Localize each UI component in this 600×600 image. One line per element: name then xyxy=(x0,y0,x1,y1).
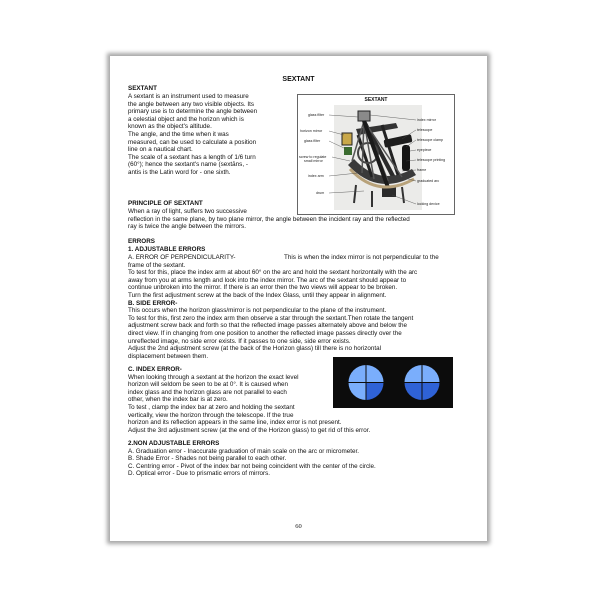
error-a-line: Turn the first adjustment screw at the back of the Index Glass, until they appear in alignment. xyxy=(128,292,387,299)
error-b-heading: B. SIDE ERROR- xyxy=(128,299,178,307)
error-c-line: index glass and the horizon glass are not parallel to each xyxy=(128,388,287,396)
adjustable-errors-heading: 1. ADJUSTABLE ERRORS xyxy=(128,246,206,253)
error-b-line: adjustment screw back and forth so that the reflected image passes alternately above and below the xyxy=(128,322,407,330)
error-c-line: horizon and its reflection appears in the same line, index error is not present. xyxy=(128,419,342,427)
error-b-line: unreflected image, no side error exists. If it passes to one side, side error exists. xyxy=(128,337,351,345)
error-c-line: other, when the index bar is at zero. xyxy=(128,396,228,404)
intro-line: known as the object's altitude. xyxy=(128,123,212,131)
non-adjustable-line: D. Optical error - Due to prismatic errors of mirrors. xyxy=(128,470,271,478)
error-a-line: To test for this, place the index arm at about 60° on the arc and hold the sextant horizontally with the arc xyxy=(128,269,418,277)
error-c-line: horizon will seldom be seen to be at 0°. It is caused when xyxy=(128,381,289,389)
error-c-heading: C. INDEX ERROR- xyxy=(128,366,182,373)
intro-heading: SEXTANT xyxy=(128,85,157,92)
principle-line: ray is twice the angle between the mirrors. xyxy=(128,223,246,231)
label-index-arm: index arm xyxy=(308,174,324,178)
label-telescope-printing: telescope printing xyxy=(417,158,446,162)
non-adjustable-line: A. Graduation error - Inaccurate graduation of main scale on the arc or micrometer. xyxy=(128,447,359,455)
label-glass-filter: glass filter xyxy=(308,113,325,117)
label-graduated-arc: graduated arc xyxy=(417,179,440,183)
error-b-line: displacement between them. xyxy=(128,352,209,360)
disc-quadrant xyxy=(405,365,423,383)
error-c-line: vertically, view the horizon through the telescope. If the true xyxy=(128,411,294,419)
intro-line: the angle between any two visible objects. Its xyxy=(128,100,255,108)
errors-heading: ERRORS xyxy=(128,238,155,245)
intro-line: The angle, and the time when it was xyxy=(128,131,229,138)
disc-quadrant xyxy=(366,365,384,383)
disc-quadrant xyxy=(366,383,384,401)
disc-quadrant xyxy=(422,383,440,401)
intro-line: The scale of a sextant has a length of 1/6 turn xyxy=(128,153,256,161)
intro-line: primary use is to determine the angle between xyxy=(128,108,258,116)
error-b-line: Adjust the 2nd adjustment screw (at the back of the Horizon glass) till there is no horizontal xyxy=(128,345,382,353)
intro-line: A sextant is an instrument used to measure xyxy=(128,93,249,100)
label-telescope-clamp: telescope clamp xyxy=(417,138,443,142)
label-telescope: telescope xyxy=(417,128,433,132)
document-page xyxy=(110,56,487,541)
error-c-line: To test , clamp the index bar at zero and holding the sextant xyxy=(128,404,295,411)
index-error-illustration xyxy=(333,357,453,408)
disc-quadrant xyxy=(405,383,423,401)
error-a-label: A. ERROR OF PERPENDICULARITY- xyxy=(128,254,236,261)
error-b-line: direct view. If in changing from one position to another the reflected image passes directly over the xyxy=(128,330,402,337)
error-b-line: This occurs when the horizon glass/mirror is not perpendicular to the plane of the instrument. xyxy=(128,307,387,315)
sextant-diagram xyxy=(297,94,455,215)
intro-line: line on a nautical chart. xyxy=(128,146,193,154)
label-locking-device: locking device xyxy=(417,202,440,206)
label-screw-regulate: screw to regulate xyxy=(299,155,327,159)
disc-quadrant xyxy=(422,365,440,383)
label-small-mirror: small mirror xyxy=(304,159,323,163)
error-a-line: frame of the sextant. xyxy=(128,261,186,269)
disc-quadrant xyxy=(349,383,367,401)
disc-without-error xyxy=(405,365,440,400)
error-c-line: Adjust the 3rd adjustment screw (at the end of the Horizon glass) to get rid of this error. xyxy=(128,426,371,434)
disc-with-error xyxy=(349,365,384,400)
error-c-line: When looking through a sextant at the horizon the exact level xyxy=(128,373,299,381)
error-a-first-line: This is when the index mirror is not perpendicular to the xyxy=(284,254,439,261)
label-drum: drum xyxy=(316,191,325,195)
label-eyepiece: eyepiece xyxy=(417,148,432,152)
error-a-line: continue unbroken into the mirror. If there is an error then the two views will appear to be broken. xyxy=(128,284,398,292)
intro-line: measured, can be used to calculate a position xyxy=(128,138,257,146)
label-frame: frame xyxy=(417,168,427,172)
page-number: 60 xyxy=(295,523,302,530)
label-horizon-mirror: horizon mirror xyxy=(300,129,323,133)
non-adjustable-line: C. Centring error - Pivot of the index bar not being coincident with the center of the circle. xyxy=(128,462,376,470)
non-adjustable-line: B. Shade Error - Shades not being parallel to each other. xyxy=(128,455,287,463)
principle-line: reflection in the same plane, by two plane mirror, the angle between the incident ray and the reflected xyxy=(128,215,410,223)
intro-line: a celestial object and the horizon which is xyxy=(128,115,244,123)
intro-line: (60°); hence the sextant's name (sextāns, - xyxy=(128,161,248,169)
label-index-mirror: index mirror xyxy=(417,118,436,122)
page-title: SEXTANT xyxy=(282,76,315,83)
intro-line: antis is the Latin word for - one sixth. xyxy=(128,169,231,176)
non-adjustable-heading: 2.NON ADJUSTABLE ERRORS xyxy=(128,440,220,447)
principle-line: When a ray of light, suffers two successive xyxy=(128,208,247,215)
error-b-line: To test for this, first zero the index arm then observe a star through the sextant.Then rotate the tangent xyxy=(128,314,414,322)
disc-quadrant xyxy=(349,365,367,383)
principle-heading: PRINCIPLE OF SEXTANT xyxy=(128,200,203,207)
label-glass-filter-2: glass filter xyxy=(304,139,321,143)
error-a-line: away from you at arms length and look into the index mirror. The arc of the sextant should appear to xyxy=(128,276,407,284)
figure-title: SEXTANT xyxy=(364,97,388,103)
